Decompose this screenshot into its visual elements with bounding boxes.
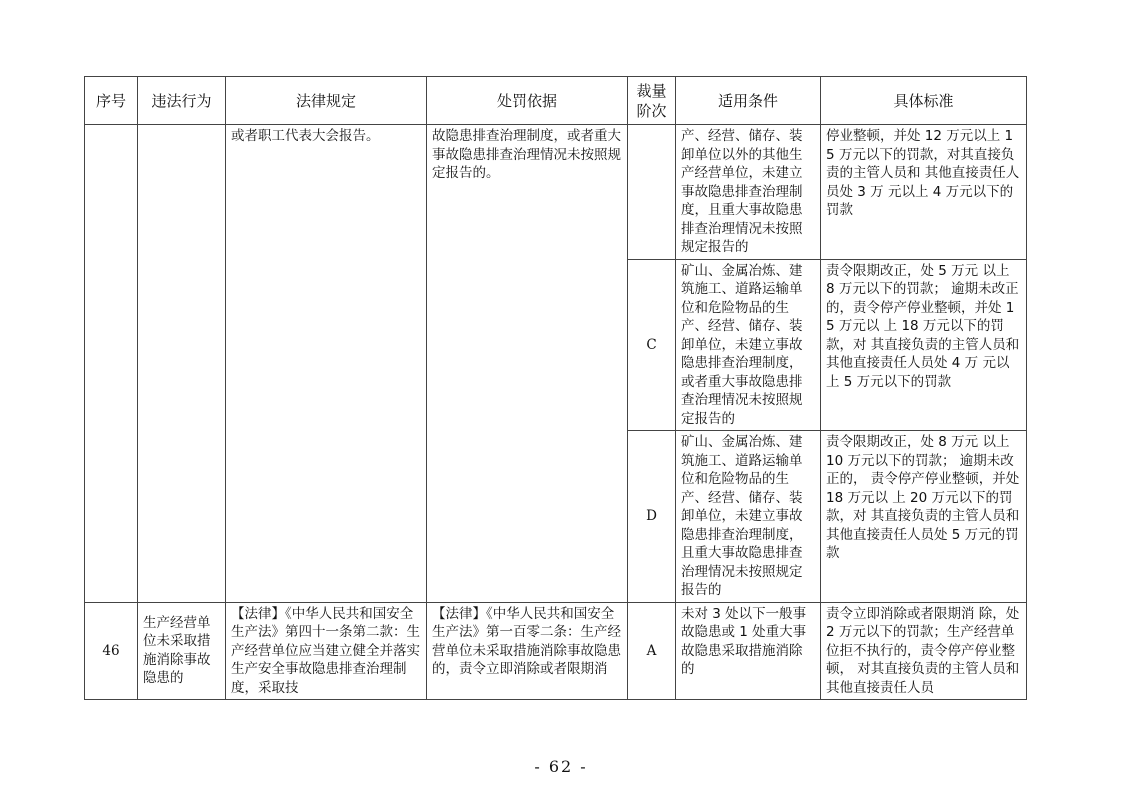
law-cell: 【法律】《中华人民共和国安全生产法》第四十一条第二款：生产经营单位应当建立健全并落实生产安全事故隐患排查治理制度，采取技	[226, 602, 427, 700]
standard-cell-d: 责令限期改正，处 8 万元 以上 10 万元以下的罚款； 逾期未改正的， 责令停产停业整顿，并处 18 万元以 上 20 万元以下的罚款，对 其直接负责的主管人员和 其他直接责任人员处 5 万元的罚款	[821, 431, 1027, 603]
page-number: - 62 -	[534, 757, 588, 776]
table-row	[85, 602, 1027, 700]
level-cell-a: A	[628, 602, 676, 700]
header-standard: 具体标准	[821, 77, 1027, 125]
law-cell-cont: 或者职工代表大会报告。	[226, 125, 427, 603]
header-serial: 序号	[85, 77, 138, 125]
level-cell-c: C	[628, 259, 676, 431]
condition-cell-d: 矿山、金属冶炼、建筑施工、道路运输单位和危险物品的生产、经营、储存、装卸单位，未建立事故隐患排查治理制度，且重大事故隐患排查治理情况未按照规定报告的	[676, 431, 821, 603]
standard-cell-b: 停业整顿，并处 12 万元以上 15 万元以下的罚款，对其直接负责的主管人员和 其他直接责任人员处 3 万 元以上 4 万元以下的罚款	[821, 125, 1027, 260]
basis-cell: 【法律】《中华人民共和国安全生产法》第一百零二条：生产经营单位未采取措施消除事故隐患的，责令立即消除或者限期消	[427, 602, 628, 700]
condition-cell-a: 未对 3 处以下一般事故隐患或 1 处重大事故隐患采取措施消除的	[676, 602, 821, 700]
serial-cell-cont	[85, 125, 138, 603]
condition-cell-b: 产、经营、储存、装卸单位以外的其他生产经营单位，未建立事故隐患排查治理制度，且重大事故隐患排查治理情况未按照规定报告的	[676, 125, 821, 260]
standard-cell-a: 责令立即消除或者限期消 除，处2 万元以下的罚款；生产经营单位拒不执行的，责令停产停业整顿， 对其直接负责的主管人员和其他直接责任人员	[821, 602, 1027, 700]
condition-cell-c: 矿山、金属冶炼、建筑施工、道路运输单位和危险物品的生产、经营、储存、装卸单位，未建立事故隐患排查治理制度，或者重大事故隐患排查治理情况未按照规定报告的	[676, 259, 821, 431]
header-condition: 适用条件	[676, 77, 821, 125]
table-header-row	[85, 77, 1027, 125]
header-basis: 处罚依据	[427, 77, 628, 125]
level-cell-b	[628, 125, 676, 260]
header-level: 裁量阶次	[628, 77, 676, 125]
penalty-standard-table	[84, 76, 1027, 700]
header-law: 法律规定	[226, 77, 427, 125]
table-row	[85, 125, 1027, 260]
violation-cell-cont	[138, 125, 226, 603]
serial-cell: 46	[85, 602, 138, 700]
basis-cell-cont: 故隐患排查治理制度，或者重大事故隐患排查治理情况未按照规定报告的。	[427, 125, 628, 603]
level-cell-d: D	[628, 431, 676, 603]
violation-cell: 生产经营单位未采取措施消除事故隐患的	[138, 602, 226, 700]
standard-cell-c: 责令限期改正，处 5 万元 以上 8 万元以下的罚款； 逾期未改正的，责令停产停业整顿，并处 15 万元以 上 18 万元以下的罚款，对 其直接负责的主管人员和 其他直接责任人员处 4 万 元以上 5 万元以下的罚款	[821, 259, 1027, 431]
header-violation: 违法行为	[138, 77, 226, 125]
